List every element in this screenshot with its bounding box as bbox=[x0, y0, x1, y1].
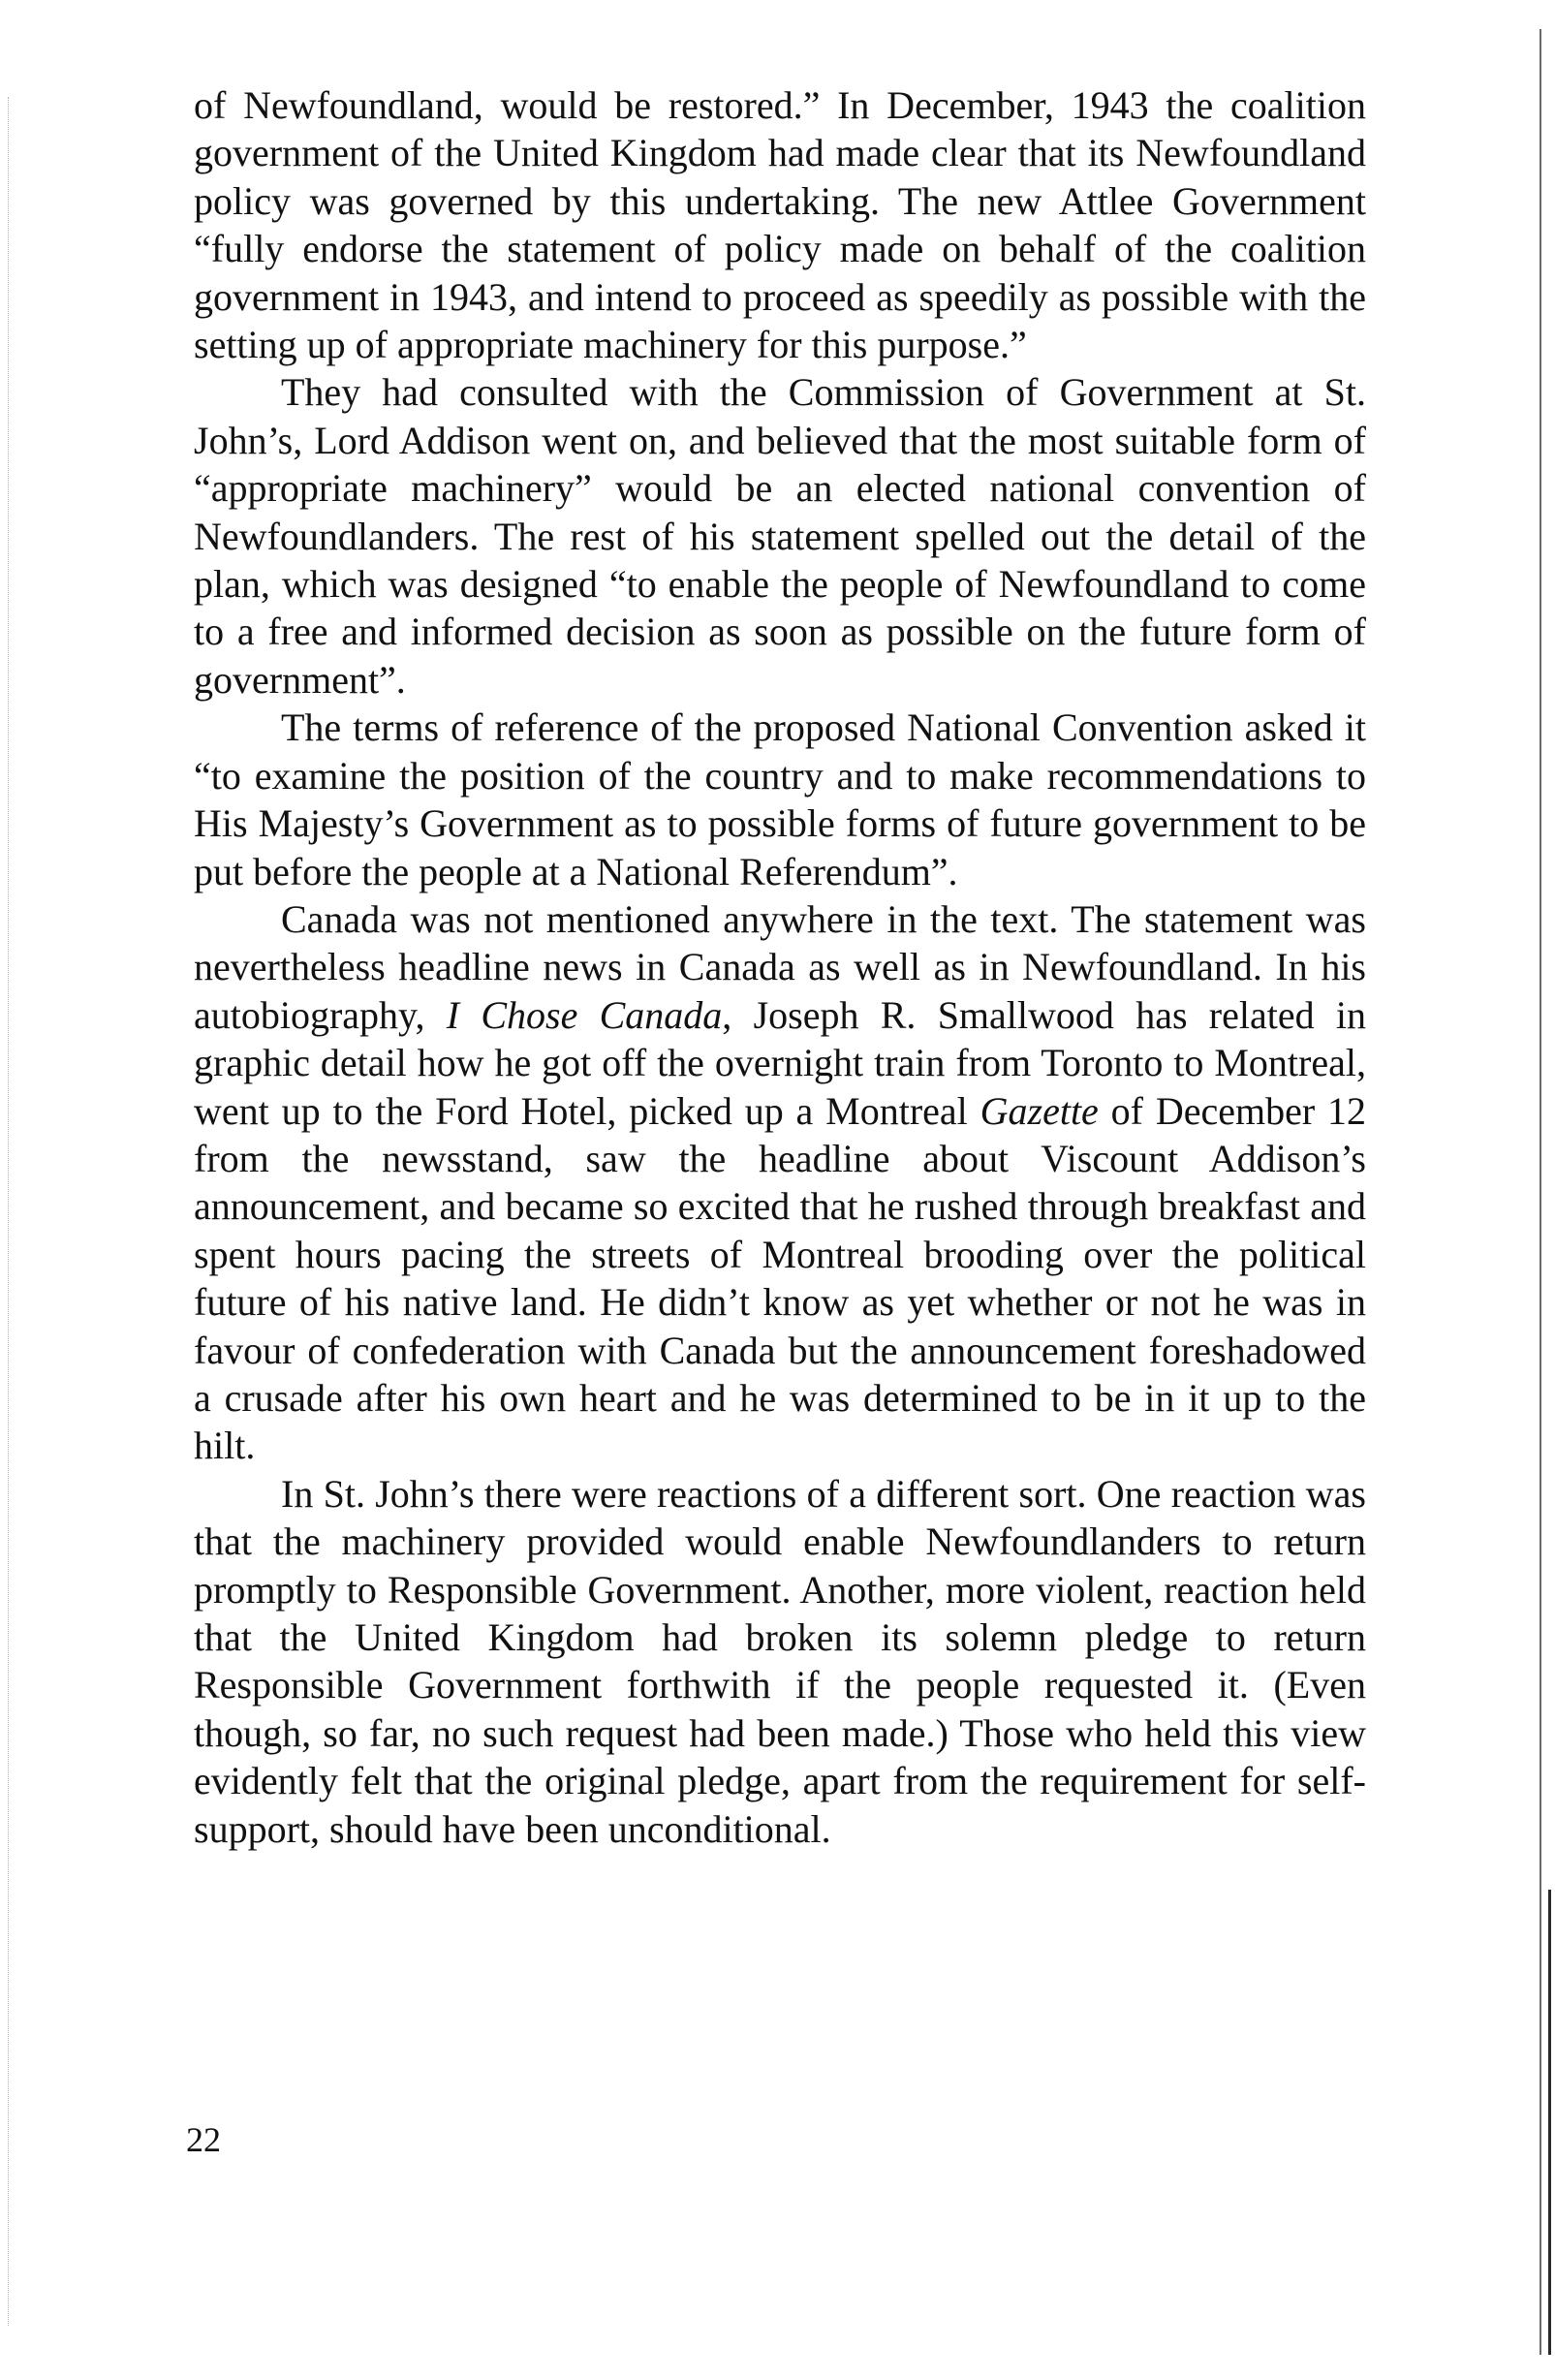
paragraph-4 bbox=[194, 895, 1366, 1470]
book-title: I Chose Canada bbox=[446, 992, 723, 1037]
paragraph-4-text-b: , Joseph R. Smallwood has related in graphic detail how he got off the overnight train from Toronto to Montreal, went up to the Ford Hotel, picked up a Montreal bbox=[194, 992, 1366, 1133]
paragraph-4-text-a: Canada was not mentioned anywhere in the text. The statement was nevertheless headline news in Canada as well as in Newfoundland. In his autobiography, bbox=[194, 896, 1366, 1037]
body-text bbox=[194, 81, 1366, 1853]
scan-edge-right-dark bbox=[1548, 1890, 1551, 2355]
scan-edge-right bbox=[1539, 29, 1541, 2355]
paragraph-5: In St. John’s there were reactions of a different sort. One reaction was that the machinery provided would enable Newfoundlanders to return promptly to Responsible Government. Another, more violent, reaction held that the United Kingdom had broken its solemn pledge to return Responsible Government forthwith if the people requested it. (Even though, so far, no such request had been made.) Those who held this view evidently felt that the original pledge, apart from the requirement for self-support, should have been unconditional. bbox=[194, 1471, 1366, 1851]
paragraph-1: of Newfoundland, would be restored.” In December, 1943 the coalition government of the United Kingdom had made clear that its Newfoundland policy was governed by this undertaking. The new Attlee Government “fully endorse the statement of policy made on behalf of the coalition government in 1943, and intend to proceed as speedily as possible with the setting up of appropriate machinery for this purpose.” bbox=[194, 83, 1366, 367]
paragraph-4-text-c: of December 12 from the newsstand, saw the headline about Viscount Addison’s announcement, and became so excited that he rushed through breakfast and spent hours pacing the streets of Montreal brooding over the political future of his native land. He didn’t know as yet whether or not he was in favour of confederation with Canada but the announcement foreshadowed a crusade after his own heart and he was determined to be in it up to the hilt. bbox=[194, 1088, 1367, 1468]
newspaper-title: Gazette bbox=[980, 1088, 1099, 1133]
paragraph-3: The terms of reference of the proposed National Convention asked it “to examine the position of the country and to make recommendations to His Majesty’s Government as to possible forms of future government to be put before the people at a National Referendum”. bbox=[194, 705, 1366, 893]
page-number: 22 bbox=[186, 2120, 221, 2159]
scan-edge-left bbox=[8, 97, 9, 2326]
paragraph-2: They had consulted with the Commission of Government at St. John’s, Lord Addison went on, and believed that the most suitable form of “appropriate machinery” would be an elected national convention of Newfoundlanders. The rest of his statement spelled out the detail of the plan, which was designed “to enable the people of Newfoundland to come to a free and informed decision as soon as possible on the future form of government”. bbox=[194, 370, 1366, 702]
